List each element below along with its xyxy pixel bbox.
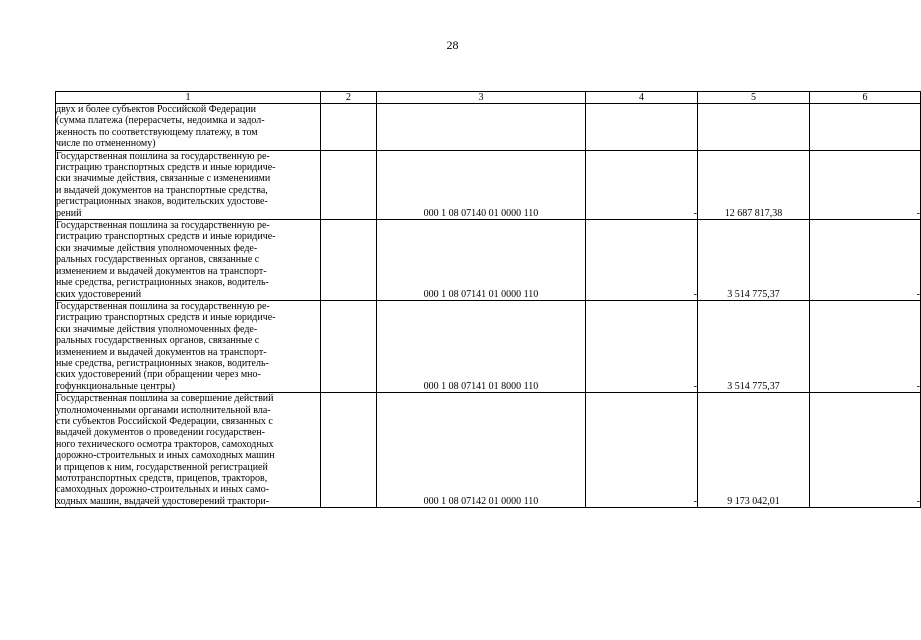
description-cell — [56, 300, 321, 392]
description-line: ски значимые действия уполномоченных феде- — [56, 242, 258, 254]
column-header-5: 5 — [698, 92, 810, 104]
budget-revenue-table — [55, 91, 921, 508]
description-cell — [56, 393, 321, 508]
description-line: Государственная пошлина за государственную ре- — [56, 150, 270, 162]
column-6-cell: - — [810, 393, 921, 508]
table-row — [56, 150, 921, 219]
classification-code-cell: 000 1 08 07140 01 0000 110 — [377, 150, 586, 219]
table-row — [56, 220, 921, 301]
description-line: уполномоченными органами исполнительной вла- — [56, 404, 271, 416]
description-line: регистрационных знаков, водительских удостове- — [56, 196, 268, 208]
description-line: дорожно-строительных и иных самоходных машин — [56, 450, 275, 462]
page-number: 28 — [446, 38, 459, 52]
amount-cell: 12 687 817,38 — [698, 150, 810, 219]
description-line: гофункциональные центры) — [56, 380, 176, 392]
description-line: числе по отмененному) — [56, 138, 156, 150]
description-line: двух и более субъектов Российской Федерации — [56, 104, 256, 115]
column-header-6: 6 — [810, 92, 921, 104]
column-6-cell: - — [810, 300, 921, 392]
column-2-cell — [321, 300, 377, 392]
description-line: гистрацию транспортных средств и иные юридиче- — [56, 162, 276, 174]
description-line: сти субъектов Российской Федерации, связанных с — [56, 415, 273, 427]
column-2-cell — [321, 104, 377, 151]
description-cell — [56, 220, 321, 301]
column-header-3: 3 — [377, 92, 586, 104]
table-row — [56, 104, 921, 151]
table-row — [56, 393, 921, 508]
column-6-cell: - — [810, 150, 921, 219]
description-line: гистрацию транспортных средств и иные юридиче- — [56, 231, 276, 243]
classification-code-cell: 000 1 08 07142 01 0000 110 — [377, 393, 586, 508]
description-cell — [56, 104, 321, 151]
description-line: ски значимые действия, связанные с изменениями — [56, 173, 271, 185]
amount-cell: 3 514 775,37 — [698, 300, 810, 392]
description-line: изменением и выдачей документов на транспорт- — [56, 346, 267, 358]
column-6-cell — [810, 104, 921, 151]
description-line: ски значимые действия уполномоченных феде- — [56, 323, 258, 335]
amount-cell: 9 173 042,01 — [698, 393, 810, 508]
description-line: мототранспортных средств, прицепов, тракторов, — [56, 473, 268, 484]
column-2-cell — [321, 220, 377, 301]
description-line: рений — [56, 207, 82, 219]
column-6-cell: - — [810, 220, 921, 301]
column-4-cell: - — [586, 393, 698, 508]
description-line: выдачей документов о проведении государствен- — [56, 427, 265, 439]
column-4-cell: - — [586, 300, 698, 392]
column-4-cell — [586, 104, 698, 151]
description-line: и выдачей документов на транспортные средства, — [56, 184, 268, 196]
header-row — [56, 92, 921, 104]
column-2-cell — [321, 150, 377, 219]
description-line: женность по соответствующему платежу, в том — [56, 126, 258, 138]
column-header-2: 2 — [321, 92, 377, 104]
classification-code-cell: 000 1 08 07141 01 0000 110 — [377, 220, 586, 301]
description-line: ральных государственных органов, связанные с — [56, 335, 260, 347]
description-line: самоходных дорожно-строительных и иных само- — [56, 484, 270, 496]
classification-code-cell — [377, 104, 586, 151]
amount-cell: 3 514 775,37 — [698, 220, 810, 301]
column-header-4: 4 — [586, 92, 698, 104]
description-line: ные средства, регистрационных знаков, водитель- — [56, 357, 269, 369]
table-row — [56, 300, 921, 392]
description-line: ного технического осмотра тракторов, самоходных — [56, 438, 274, 450]
description-line: Государственная пошлина за государственную ре- — [56, 220, 270, 232]
amount-cell — [698, 104, 810, 151]
description-line: ских удостоверений (при обращении через мно- — [56, 369, 261, 381]
description-line: гистрацию транспортных средств и иные юридиче- — [56, 312, 276, 324]
description-line: изменением и выдачей документов на транспорт- — [56, 265, 267, 277]
description-cell — [56, 150, 321, 219]
description-line: Государственная пошлина за государственную ре- — [56, 300, 270, 312]
classification-code-cell: 000 1 08 07141 01 8000 110 — [377, 300, 586, 392]
description-line: ральных государственных органов, связанные с — [56, 254, 260, 266]
description-line: (сумма платежа (перерасчеты, недоимка и задол- — [56, 115, 265, 127]
description-line: и прицепов к ним, государственной регистрацией — [56, 461, 268, 473]
column-4-cell: - — [586, 150, 698, 219]
description-line: Государственная пошлина за совершение действий — [56, 393, 274, 405]
column-4-cell: - — [586, 220, 698, 301]
column-header-1: 1 — [56, 92, 321, 104]
description-line: ходных машин, выдачей удостоверений трактори- — [56, 495, 270, 507]
column-2-cell — [321, 393, 377, 508]
description-line: ских удостоверений — [56, 288, 142, 300]
description-line: ные средства, регистрационных знаков, водитель- — [56, 277, 269, 289]
